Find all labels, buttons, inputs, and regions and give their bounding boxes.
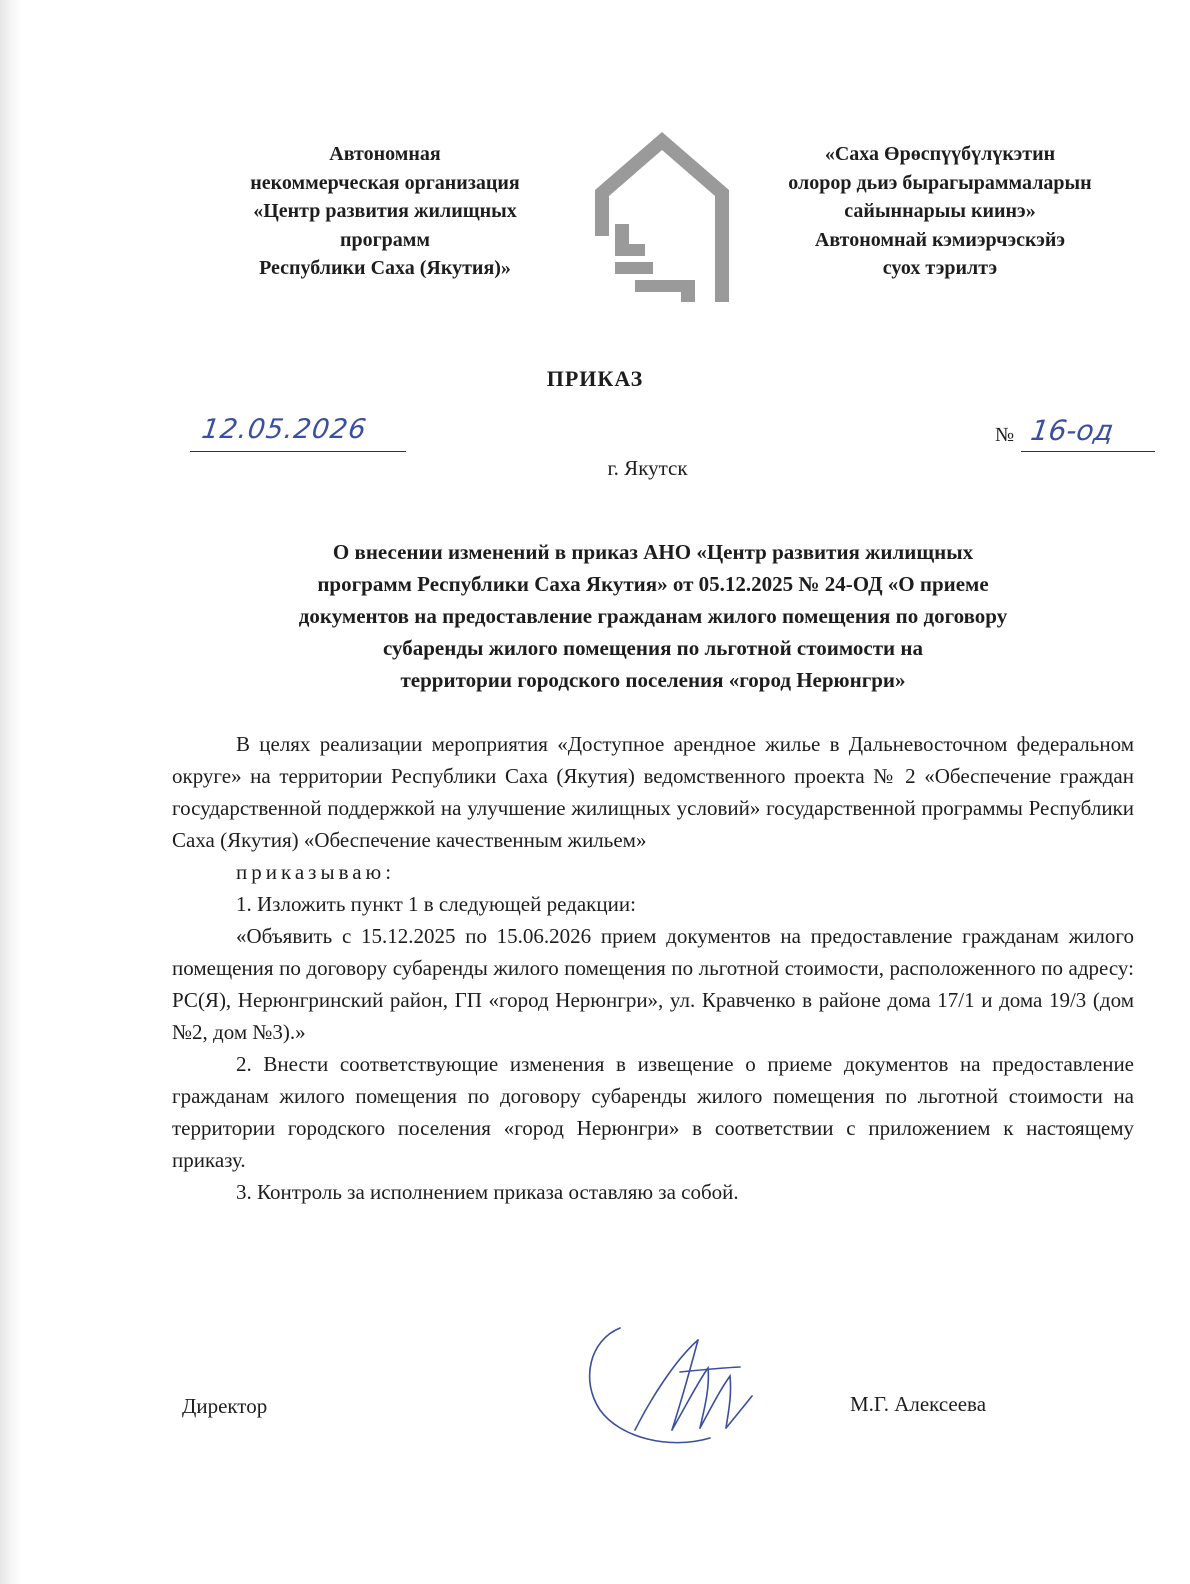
item-1-quote: «Объявить с 15.12.2025 по 15.06.2026 прием документов на предоставление гражданам жилого помещения по договору субаренды жилого помещения по льготной стоимости, расположенного по адресу: РС(Я), Нерюнгринский район, ГП «город Нерюнгри», ул. Кравченко в районе дома 17/1 и дома 19/3 (дом №2, дом №3).»: [172, 924, 1134, 1044]
page-edge: [0, 0, 22, 1584]
org-name-russian: [190, 140, 580, 283]
org-name-line: суох тэрилтэ: [882, 257, 998, 279]
org-name-line: программ: [339, 228, 431, 251]
signatory-name: М.Г. Алексеева: [850, 1392, 987, 1416]
number-sign: №: [995, 424, 1015, 446]
org-name-line: Автономная: [329, 143, 441, 165]
order-body: [172, 728, 1134, 1208]
house-logo-icon: [595, 132, 730, 302]
number-underline: [1021, 451, 1155, 452]
subject-line: территории городского поселения «город Нерюнгри»: [400, 668, 906, 692]
item-2: 2. Внести соответствующие изменения в извещение о приеме документов на предоставление гражданам жилого помещения по договору субаренды жилого помещения по льготной стоимости на территории городского поселения «город Нерюнгри» в соответствии с приложением к настоящему приказу.: [172, 1052, 1134, 1172]
document-title: ПРИКАЗ: [546, 366, 644, 391]
handwritten-number: 16-од: [1028, 414, 1116, 447]
org-name-line: сайыннарыы киинэ»: [844, 200, 1036, 222]
preamble-paragraph: В целях реализации мероприятия «Доступное арендное жилье в Дальневосточном федеральном округе» на территории Республики Саха (Якутия) ведомственного проекта № 2 «Обеспечение граждан государственной поддержкой на улучшение жилищных условий» государственной программы Республики Саха (Якутия) «Обеспечение качественным жильем»: [172, 732, 1134, 852]
item-3: 3. Контроль за исполнением приказа оставляю за собой.: [236, 1180, 739, 1204]
order-subject: [172, 536, 1134, 696]
org-name-line: «Саха Өрөспүүбүлүкэтин: [824, 143, 1056, 165]
org-name-line: Автономнай кэмиэрчэскэйэ: [814, 228, 1066, 251]
org-name-line: олорор дьиэ бырагыраммаларын: [788, 171, 1092, 194]
org-name-line: некоммерческая организация: [250, 171, 520, 194]
subject-line: программ Республики Саха Якутия» от 05.12.2025 № 24-ОД «О приеме: [317, 572, 989, 596]
order-word: приказываю:: [236, 860, 396, 884]
item-1: 1. Изложить пункт 1 в следующей редакции:: [236, 892, 636, 916]
subject-line: субаренды жилого помещения по льготной стоимости на: [382, 636, 923, 660]
city: г. Якутск: [607, 456, 688, 480]
org-name-line: «Центр развития жилищных: [253, 200, 517, 222]
order-number-field: [995, 414, 1155, 454]
handwritten-date: 12.05.2026: [199, 414, 369, 445]
order-date-field: [190, 412, 406, 452]
date-underline: [190, 451, 406, 452]
subject-line: документов на предоставление гражданам жилого помещения по договору: [298, 604, 1008, 628]
org-name-line: Республики Саха (Якутия)»: [259, 257, 511, 279]
signatory-title: Директор: [182, 1394, 268, 1418]
org-name-yakut: [745, 140, 1135, 283]
handwritten-signature: [580, 1310, 790, 1460]
subject-line: О внесении изменений в приказ АНО «Центр развития жилищных: [332, 540, 974, 564]
